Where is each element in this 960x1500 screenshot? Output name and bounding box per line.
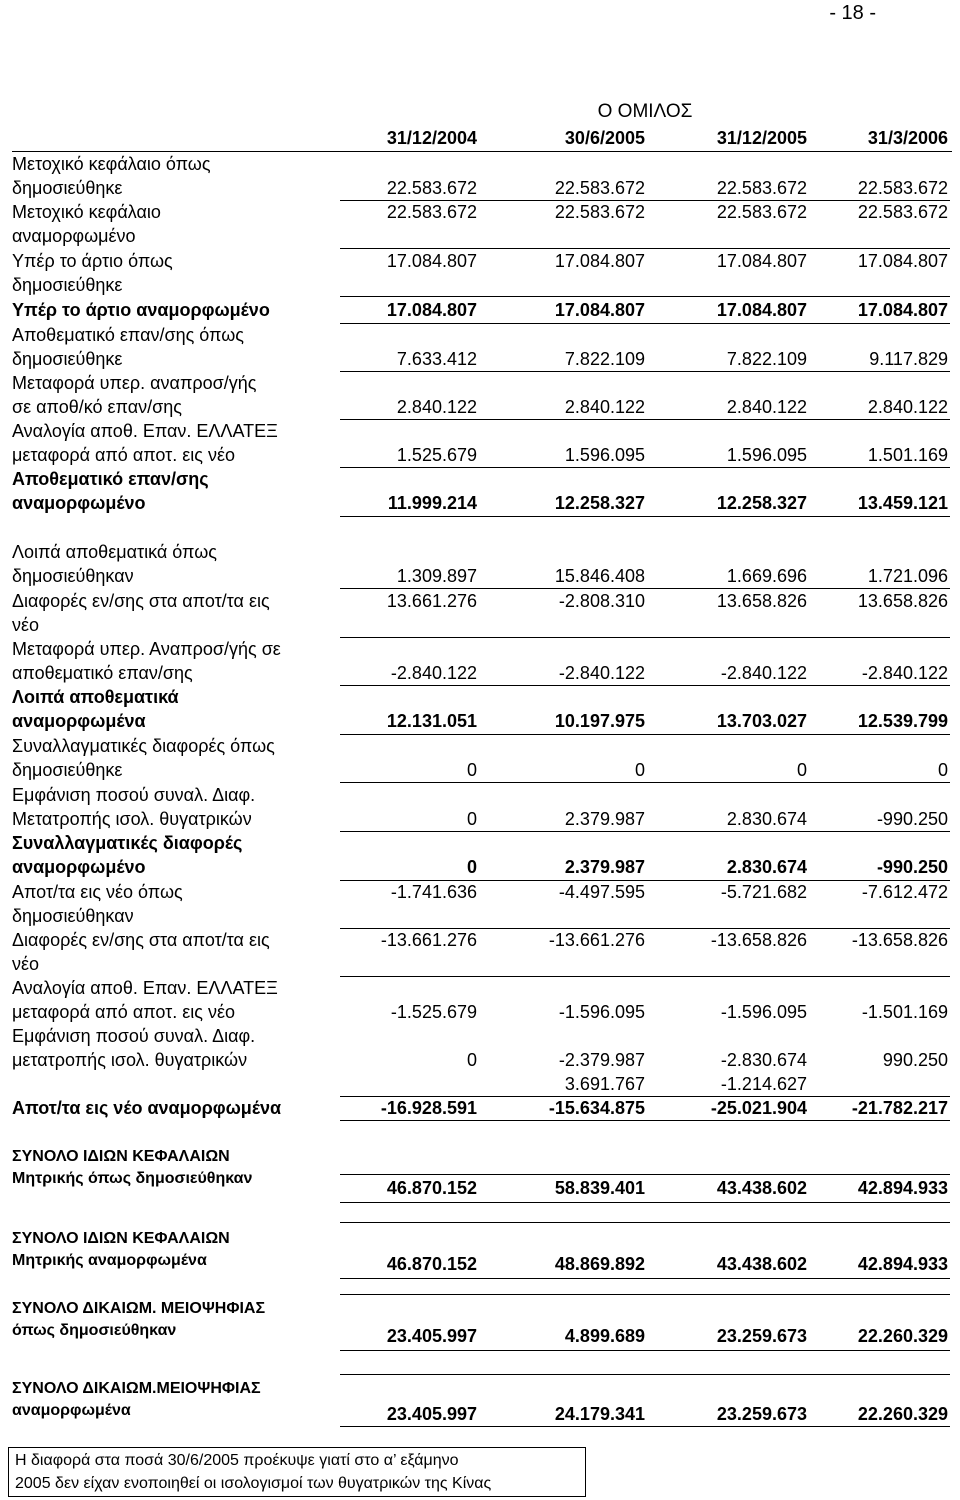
row-value: 23.259.673 — [716, 1326, 807, 1346]
row-value: -16.928.591 — [380, 1098, 477, 1118]
row-value: 17.084.807 — [857, 251, 948, 271]
row-value: 23.405.997 — [386, 1326, 477, 1346]
row-label: Εμφάνιση ποσού συναλ. Διαφ. μετατροπής ισολ. θυγατρικών — [12, 1026, 256, 1070]
row-value: 2.840.122 — [396, 397, 477, 417]
row-divider — [340, 371, 950, 372]
row-value: 42.894.933 — [857, 1178, 948, 1198]
row-value: 1.721.096 — [867, 566, 948, 586]
column-header: 31/12/2005 — [716, 128, 807, 148]
row-divider — [340, 516, 950, 517]
row-value: 10.197.975 — [554, 711, 645, 731]
row-value: 58.839.401 — [554, 1178, 645, 1198]
row-value: -4.497.595 — [558, 882, 645, 902]
row-label: Υπέρ το άρτιο αναμορφωμένο — [12, 300, 270, 320]
row-divider — [340, 419, 950, 420]
row-value: 2.840.122 — [867, 397, 948, 417]
row-label: Λοιπά αποθεματικά όπως δημοσιεύθηκαν — [12, 542, 217, 586]
row-value: -1.525.679 — [390, 1002, 477, 1022]
row-value: -13.661.276 — [380, 930, 477, 950]
row-value: 2.379.987 — [564, 809, 645, 829]
row-value: 43.438.602 — [716, 1254, 807, 1274]
row-label: Αποθεματικό επαν/σης αναμορφωμένο — [12, 469, 209, 513]
row-value: 17.084.807 — [857, 300, 948, 320]
column-header: 31/12/2004 — [386, 128, 477, 148]
row-label: ΣΥΝΟΛΟ ΙΔΙΩΝ ΚΕΦΑΛΑΙΩΝ Μητρικής όπως δημοσιεύθηκαν — [12, 1148, 253, 1187]
row-value: 13.658.826 — [716, 591, 807, 611]
row-value: 4.899.689 — [564, 1326, 645, 1346]
row-label: ΣΥΝΟΛΟ ΙΔΙΩΝ ΚΕΦΑΛΑΙΩΝ Μητρικής αναμορφωμένα — [12, 1230, 230, 1269]
row-value: 17.084.807 — [554, 251, 645, 271]
row-value: 2.830.674 — [726, 857, 807, 877]
row-value: 13.658.826 — [857, 591, 948, 611]
row-value: 1.669.696 — [726, 566, 807, 586]
row-value: 0 — [466, 1050, 477, 1070]
row-value: 2.840.122 — [726, 397, 807, 417]
row-value: -2.379.987 — [558, 1050, 645, 1070]
row-value: 12.131.051 — [386, 711, 477, 731]
row-divider — [340, 976, 950, 977]
row-value: 990.250 — [882, 1050, 948, 1070]
row-value: -1.741.636 — [390, 882, 477, 902]
row-value: 17.084.807 — [554, 300, 645, 320]
row-value: 15.846.408 — [554, 566, 645, 586]
row-value: 17.084.807 — [716, 300, 807, 320]
row-value: 1.501.169 — [867, 445, 948, 465]
row-divider — [340, 323, 950, 324]
row-value: 12.539.799 — [857, 711, 948, 731]
row-value: 7.822.109 — [564, 349, 645, 369]
footnote-text: Η διαφορά στα ποσά 30/6/2005 προέκυψε γιατί στο α’ εξάμηνο 2005 δεν είχαν ενοποιηθεί οι ισολογισμοί των θυγατρικών της Κίνας — [15, 1452, 492, 1492]
column-header: 30/6/2005 — [564, 128, 645, 148]
row-value: 22.583.672 — [716, 202, 807, 222]
row-value: 1.596.095 — [564, 445, 645, 465]
row-value: -1.596.095 — [558, 1002, 645, 1022]
row-value: -2.840.122 — [861, 663, 948, 683]
row-value: 3.691.767 — [564, 1074, 645, 1094]
row-label: Αποθεματικό επαν/σης όπως δημοσιεύθηκε — [12, 325, 244, 369]
row-value: 13.703.027 — [716, 711, 807, 731]
row-label: Διαφορές εν/σης στα αποτ/τα εις νέο — [12, 930, 270, 974]
row-value: -2.840.122 — [390, 663, 477, 683]
row-top-rule — [340, 1222, 950, 1223]
column-header: 31/3/2006 — [867, 128, 948, 148]
row-label: Αναλογία αποθ. Επαν. ΕΛΛΑΤΕΞ μεταφορά από αποτ. εις νέο — [12, 421, 278, 465]
row-top-rule — [340, 1294, 950, 1295]
row-value: 0 — [466, 760, 477, 780]
row-value: -2.840.122 — [720, 663, 807, 683]
row-value: 2.840.122 — [564, 397, 645, 417]
row-value: 22.583.672 — [554, 178, 645, 198]
row-label: Μεταφορά υπερ. Αναπροσ/γής σε αποθεματικό επαν/σης — [12, 639, 281, 683]
page-number: - 18 - — [829, 2, 876, 24]
row-value: -15.634.875 — [548, 1098, 645, 1118]
row-value: -990.250 — [876, 809, 948, 829]
row-value: -7.612.472 — [861, 882, 948, 902]
row-value: 22.583.672 — [554, 202, 645, 222]
row-value: -13.658.826 — [710, 930, 807, 950]
row-value: -21.782.217 — [851, 1098, 948, 1118]
row-divider — [340, 782, 950, 783]
row-value: 0 — [466, 809, 477, 829]
row-value: 13.661.276 — [386, 591, 477, 611]
row-value: 46.870.152 — [386, 1254, 477, 1274]
row-label: ΣΥΝΟΛΟ ΔΙΚΑΙΩΜ.ΜΕΙΟΨΗΦΙΑΣ αναμορφωμένα — [12, 1380, 261, 1419]
row-value: 7.822.109 — [726, 349, 807, 369]
row-value: 0 — [466, 857, 477, 877]
row-value: 13.459.121 — [857, 493, 948, 513]
row-value: 22.583.672 — [716, 178, 807, 198]
row-label: Μετοχικό κεφάλαιο όπως δημοσιεύθηκε — [12, 154, 211, 198]
row-divider — [340, 637, 950, 638]
row-value: 22.583.672 — [386, 178, 477, 198]
row-label: ΣΥΝΟΛΟ ΔΙΚΑΙΩΜ. ΜΕΙΟΨΗΦΙΑΣ όπως δημοσιεύθηκαν — [12, 1300, 266, 1339]
row-top-rule — [340, 1174, 950, 1175]
row-value: 2.379.987 — [564, 857, 645, 877]
row-label: Υπέρ το άρτιο όπως δημοσιεύθηκε — [12, 251, 173, 295]
row-value: 7.633.412 — [396, 349, 477, 369]
row-divider — [340, 831, 950, 832]
footnote-box — [8, 1447, 586, 1497]
row-value: 11.999.214 — [387, 493, 477, 513]
row-label: Συναλλαγματικές διαφορές όπως δημοσιεύθηκε — [12, 736, 275, 780]
row-value: -1.214.627 — [720, 1074, 807, 1094]
row-label: Αποτ/τα εις νέο όπως δημοσιεύθηκαν — [12, 882, 183, 926]
row-value: 23.405.997 — [386, 1404, 477, 1424]
row-value: 42.894.933 — [857, 1254, 948, 1274]
row-top-rule — [340, 1374, 950, 1375]
row-label: Αναλογία αποθ. Επαν. ΕΛΛΑΤΕΞ μεταφορά από αποτ. εις νέο — [12, 978, 278, 1022]
row-divider — [340, 296, 950, 297]
row-value: 9.117.829 — [869, 349, 948, 369]
row-value: 12.258.327 — [716, 493, 807, 513]
row-label: Συναλλαγματικές διαφορές αναμορφωμένο — [12, 833, 243, 877]
row-value: 43.438.602 — [716, 1178, 807, 1198]
row-value: -2.830.674 — [720, 1050, 807, 1070]
row-value: 22.583.672 — [386, 202, 477, 222]
row-value: 17.084.807 — [716, 251, 807, 271]
row-value: 22.583.672 — [857, 202, 948, 222]
row-value: 48.869.892 — [554, 1254, 645, 1274]
row-value: -1.501.169 — [861, 1002, 948, 1022]
row-value: -990.250 — [876, 857, 948, 877]
row-value: 0 — [937, 760, 948, 780]
row-label: Αποτ/τα εις νέο αναμορφωμένα — [12, 1098, 282, 1118]
row-value: 12.258.327 — [554, 493, 645, 513]
row-value: -13.658.826 — [851, 930, 948, 950]
row-value: 24.179.341 — [554, 1404, 645, 1424]
row-label: Εμφάνιση ποσού συναλ. Διαφ. Μετατροπής ισολ. θυγατρικών — [12, 785, 256, 829]
row-value: -1.596.095 — [720, 1002, 807, 1022]
row-divider — [340, 1426, 950, 1427]
row-value: 22.260.329 — [857, 1326, 948, 1346]
row-value: 2.830.674 — [726, 809, 807, 829]
row-value: -5.721.682 — [720, 882, 807, 902]
row-value: -2.840.122 — [558, 663, 645, 683]
row-value: 23.259.673 — [716, 1404, 807, 1424]
row-value: 0 — [634, 760, 645, 780]
row-divider — [340, 1202, 950, 1203]
row-value: 1.309.897 — [396, 566, 477, 586]
column-header-row — [0, 128, 960, 152]
row-divider — [340, 467, 950, 468]
row-value: 17.084.807 — [386, 300, 477, 320]
row-value: 22.583.672 — [857, 178, 948, 198]
row-value: 0 — [796, 760, 807, 780]
row-value: -2.808.310 — [558, 591, 645, 611]
row-divider — [340, 1278, 950, 1279]
row-label: Διαφορές εν/σης στα αποτ/τα εις νέο — [12, 591, 270, 635]
row-value: 46.870.152 — [386, 1178, 477, 1198]
row-value: -13.661.276 — [548, 930, 645, 950]
row-divider — [340, 734, 950, 735]
row-label: Μεταφορά υπερ. αναπροσ/γής σε αποθ/κό επαν/σης — [12, 373, 257, 417]
row-divider — [340, 685, 950, 686]
row-label: Μετοχικό κεφάλαιο αναμορφωμένο — [12, 202, 161, 246]
group-title: Ο ΟΜΙΛΟΣ — [597, 101, 693, 122]
row-value: -25.021.904 — [710, 1098, 807, 1118]
row-label: Λοιπά αποθεματικά αναμορφωμένα — [12, 687, 179, 731]
row-value: 1.525.679 — [396, 445, 477, 465]
row-divider — [340, 1350, 950, 1351]
row-value: 17.084.807 — [386, 251, 477, 271]
row-value: 1.596.095 — [726, 445, 807, 465]
row-divider — [340, 1120, 950, 1121]
row-value: 22.260.329 — [857, 1404, 948, 1424]
